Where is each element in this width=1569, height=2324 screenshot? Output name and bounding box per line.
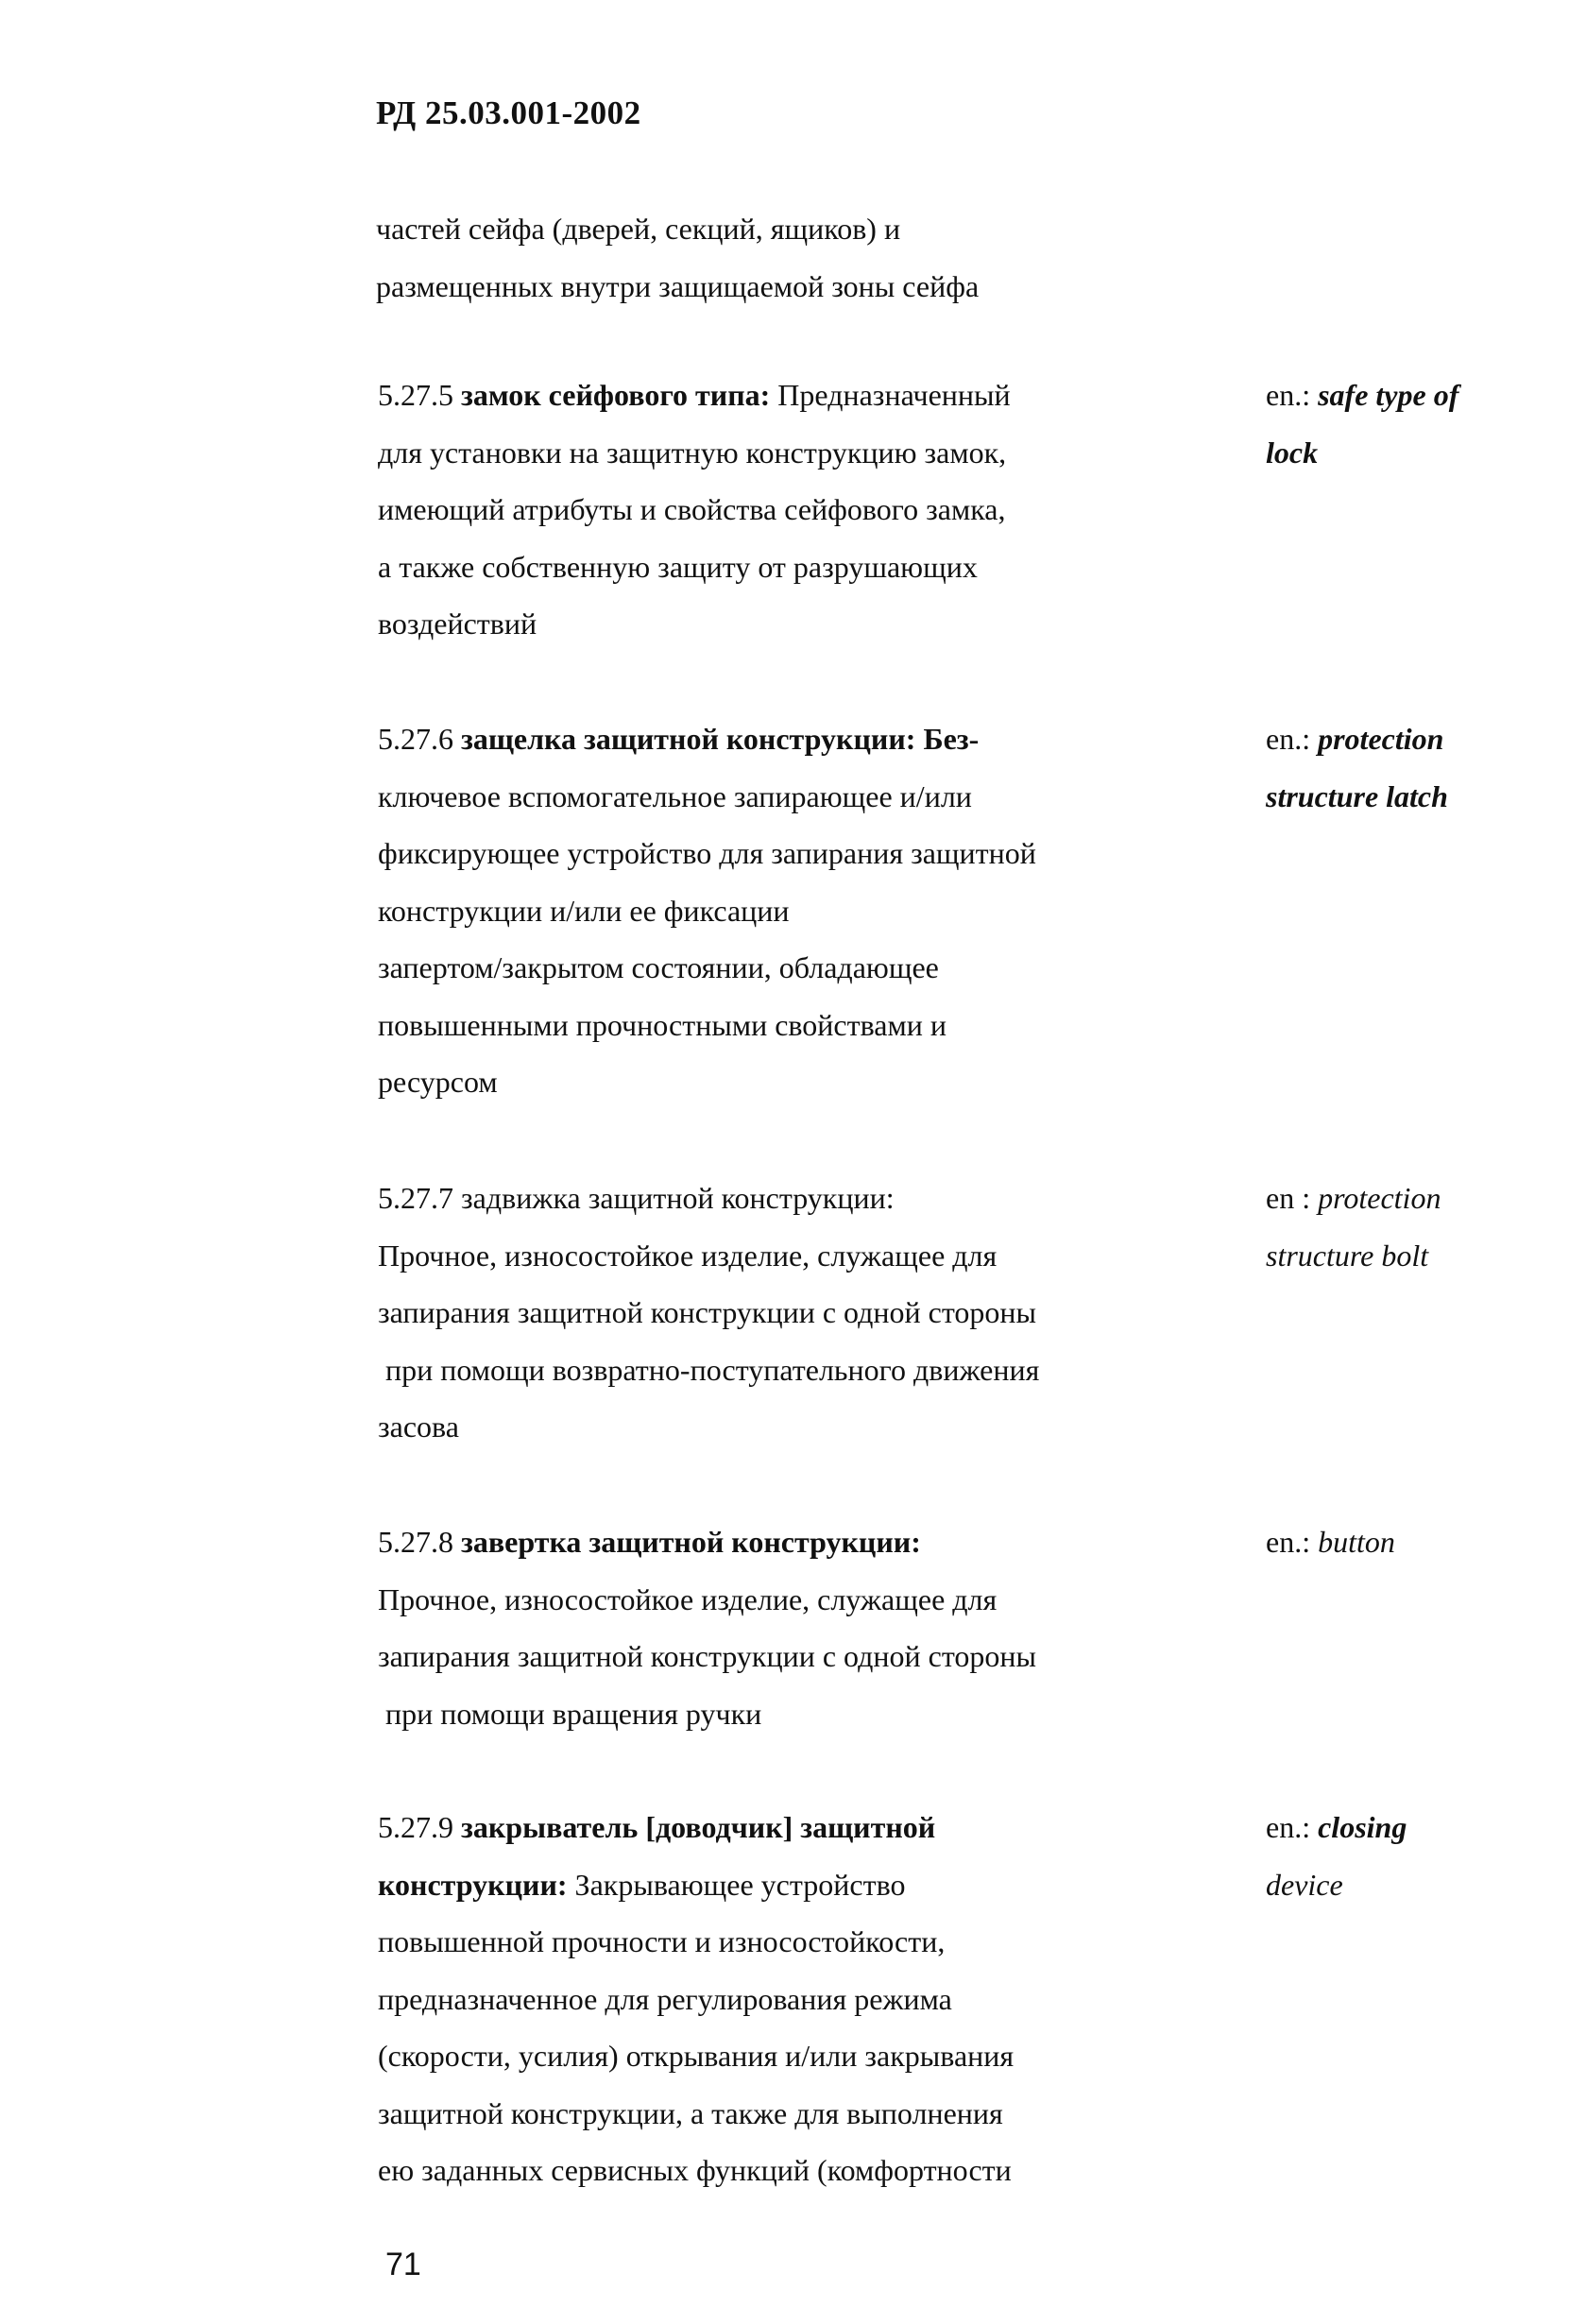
definition-line: ключевое вспомогательное запирающее и/или (378, 778, 972, 813)
english-prefix: en.: (1266, 378, 1311, 412)
term-rest: Предназначенный (777, 378, 1011, 412)
term-second-line (378, 1856, 1134, 1914)
term-name: завертка защитной конструкции: (461, 1525, 921, 1559)
english-line (1266, 1799, 1549, 1856)
term-first-line (378, 367, 1134, 424)
english-line: lock (1266, 435, 1319, 470)
definition-line: конструкции и/или ее фиксации (378, 893, 790, 928)
continuation-line: размещенных внутри защищаемой зоны сейфа (376, 268, 980, 303)
definition-line: ею заданных сервисных функций (комфортности (378, 2153, 1012, 2187)
english-prefix: en : (1266, 1181, 1311, 1215)
english-line: structure latch (1266, 778, 1448, 813)
definition-line: защитной конструкции, а также для выполнения (378, 2095, 1003, 2130)
english-equivalent (1266, 1513, 1549, 1571)
continuation-text (376, 200, 1132, 315)
term-number: 5.27.7 (378, 1181, 453, 1215)
term-definition (378, 367, 1134, 653)
definition-line: запирания защитной конструкции с одной стороны (378, 1639, 1037, 1673)
english-term: safe type of (1318, 378, 1459, 412)
term-rest: задвижка защитной конструкции: (461, 1181, 895, 1215)
term-first-line (378, 1799, 1134, 1856)
definition-line: повышенными прочностными свойствами и (378, 1007, 947, 1042)
term-name: замок сейфового типа: (461, 378, 771, 412)
term-definition (378, 1799, 1134, 2199)
term-rest: Закрывающее устройство (574, 1867, 906, 1902)
term-number: 5.27.5 (378, 378, 453, 412)
english-line (1266, 367, 1549, 424)
definition-line: Прочное, износостойкое изделие, служащее для (378, 1238, 998, 1273)
english-term: closing (1318, 1810, 1407, 1844)
definition-line: запирания защитной конструкции с одной стороны (378, 1295, 1037, 1329)
document-header: РД 25.03.001-2002 (376, 94, 641, 131)
page-number: 71 (385, 2247, 421, 2282)
term-first-line (378, 1170, 1134, 1227)
term-name-continued: конструкции: (378, 1867, 568, 1902)
term-definition (378, 1170, 1134, 1456)
english-term: protection (1318, 1181, 1441, 1215)
english-equivalent (1266, 367, 1549, 481)
english-equivalent (1266, 710, 1549, 825)
definition-line: предназначенное для регулирования режима (378, 1981, 952, 2016)
english-prefix: en.: (1266, 1525, 1311, 1559)
english-line (1266, 1513, 1549, 1571)
english-prefix: en.: (1266, 1810, 1311, 1844)
english-term: button (1318, 1525, 1395, 1559)
definition-line: при помощи вращения ручки (378, 1696, 762, 1731)
english-line (1266, 1170, 1549, 1227)
definition-line: повышенной прочности и износостойкости, (378, 1924, 946, 1958)
english-term: protection (1318, 722, 1444, 756)
english-equivalent (1266, 1799, 1549, 1913)
term-number: 5.27.6 (378, 722, 453, 756)
term-first-line (378, 1513, 1134, 1571)
definition-line: засова (378, 1410, 459, 1444)
term-number: 5.27.9 (378, 1810, 453, 1844)
term-first-line (378, 710, 1134, 768)
term-name: закрыватель [доводчик] защитной (461, 1810, 936, 1844)
definition-line: для установки на защитную конструкцию замок, (378, 435, 1007, 470)
term-name: защелка защитной конструкции: Без- (461, 722, 980, 756)
definition-line: воздействий (378, 607, 537, 641)
definition-line: при помощи возвратно-поступательного движения (378, 1352, 1040, 1387)
definition-line: ресурсом (378, 1065, 498, 1099)
term-number: 5.27.8 (378, 1525, 453, 1559)
english-line: structure bolt (1266, 1238, 1429, 1273)
english-line: device (1266, 1867, 1343, 1902)
english-line (1266, 710, 1549, 768)
english-equivalent (1266, 1170, 1549, 1284)
english-prefix: en.: (1266, 722, 1311, 756)
definition-line: (скорости, усилия) открывания и/или закрывания (378, 2039, 1015, 2073)
definition-line: фиксирующее устройство для запирания защитной (378, 836, 1036, 870)
continuation-line: частей сейфа (дверей, секций, ящиков) и (376, 212, 901, 246)
definition-line: а также собственную защиту от разрушающих (378, 549, 978, 584)
term-definition (378, 1513, 1134, 1742)
definition-line: запертом/закрытом состоянии, обладающее (378, 950, 939, 984)
definition-line: имеющий атрибуты и свойства сейфового замка, (378, 492, 1006, 526)
definition-line: Прочное, износостойкое изделие, служащее для (378, 1581, 998, 1616)
term-definition (378, 710, 1134, 1111)
